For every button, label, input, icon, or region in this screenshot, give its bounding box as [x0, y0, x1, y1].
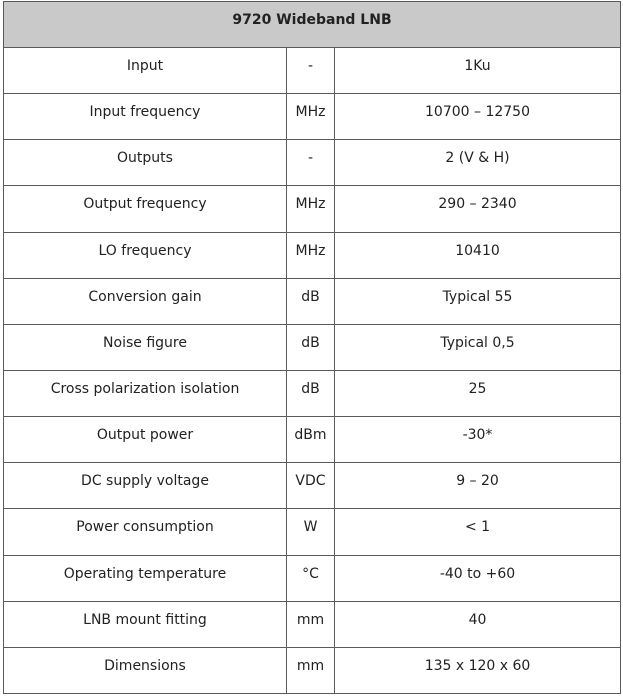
- unit-cell: dB: [287, 324, 335, 370]
- unit-cell: W: [287, 509, 335, 555]
- unit-cell: dB: [287, 278, 335, 324]
- value-cell: -40 to +60: [335, 555, 621, 601]
- parameter-cell: Power consumption: [4, 509, 287, 555]
- parameter-cell: Outputs: [4, 140, 287, 186]
- value-cell: -30*: [335, 417, 621, 463]
- parameter-cell: Cross polarization isolation: [4, 370, 287, 416]
- unit-cell: dB: [287, 370, 335, 416]
- unit-cell: -: [287, 140, 335, 186]
- parameter-cell: LNB mount fitting: [4, 601, 287, 647]
- parameter-cell: Noise figure: [4, 324, 287, 370]
- table-row: [4, 186, 621, 232]
- table-row: [4, 417, 621, 463]
- value-cell: 2 (V & H): [335, 140, 621, 186]
- parameter-cell: DC supply voltage: [4, 463, 287, 509]
- value-cell: 1Ku: [335, 48, 621, 94]
- table-row: [4, 140, 621, 186]
- table-row: [4, 370, 621, 416]
- value-cell: < 1: [335, 509, 621, 555]
- unit-cell: MHz: [287, 232, 335, 278]
- unit-cell: MHz: [287, 94, 335, 140]
- unit-cell: MHz: [287, 186, 335, 232]
- parameter-cell: Operating temperature: [4, 555, 287, 601]
- unit-cell: dBm: [287, 417, 335, 463]
- value-cell: 135 x 120 x 60: [335, 647, 621, 693]
- table-row: [4, 509, 621, 555]
- table-row: [4, 463, 621, 509]
- parameter-cell: Output frequency: [4, 186, 287, 232]
- parameter-cell: LO frequency: [4, 232, 287, 278]
- unit-cell: °C: [287, 555, 335, 601]
- value-cell: 40: [335, 601, 621, 647]
- table-row: [4, 601, 621, 647]
- table-row: [4, 555, 621, 601]
- parameter-cell: Input: [4, 48, 287, 94]
- value-cell: 9 – 20: [335, 463, 621, 509]
- table-row: [4, 232, 621, 278]
- table-body: [4, 48, 621, 694]
- parameter-cell: Conversion gain: [4, 278, 287, 324]
- table-title: 9720 Wideband LNB: [4, 2, 621, 48]
- table-row: [4, 94, 621, 140]
- table-row: [4, 278, 621, 324]
- parameter-cell: Input frequency: [4, 94, 287, 140]
- value-cell: 25: [335, 370, 621, 416]
- value-cell: Typical 55: [335, 278, 621, 324]
- spec-table: [3, 1, 621, 694]
- value-cell: 290 – 2340: [335, 186, 621, 232]
- parameter-cell: Dimensions: [4, 647, 287, 693]
- parameter-cell: Output power: [4, 417, 287, 463]
- table-row: [4, 48, 621, 94]
- unit-cell: mm: [287, 601, 335, 647]
- table-row: [4, 647, 621, 693]
- table-row: [4, 324, 621, 370]
- value-cell: 10410: [335, 232, 621, 278]
- table-header-row: [4, 2, 621, 48]
- value-cell: 10700 – 12750: [335, 94, 621, 140]
- unit-cell: -: [287, 48, 335, 94]
- unit-cell: mm: [287, 647, 335, 693]
- unit-cell: VDC: [287, 463, 335, 509]
- value-cell: Typical 0,5: [335, 324, 621, 370]
